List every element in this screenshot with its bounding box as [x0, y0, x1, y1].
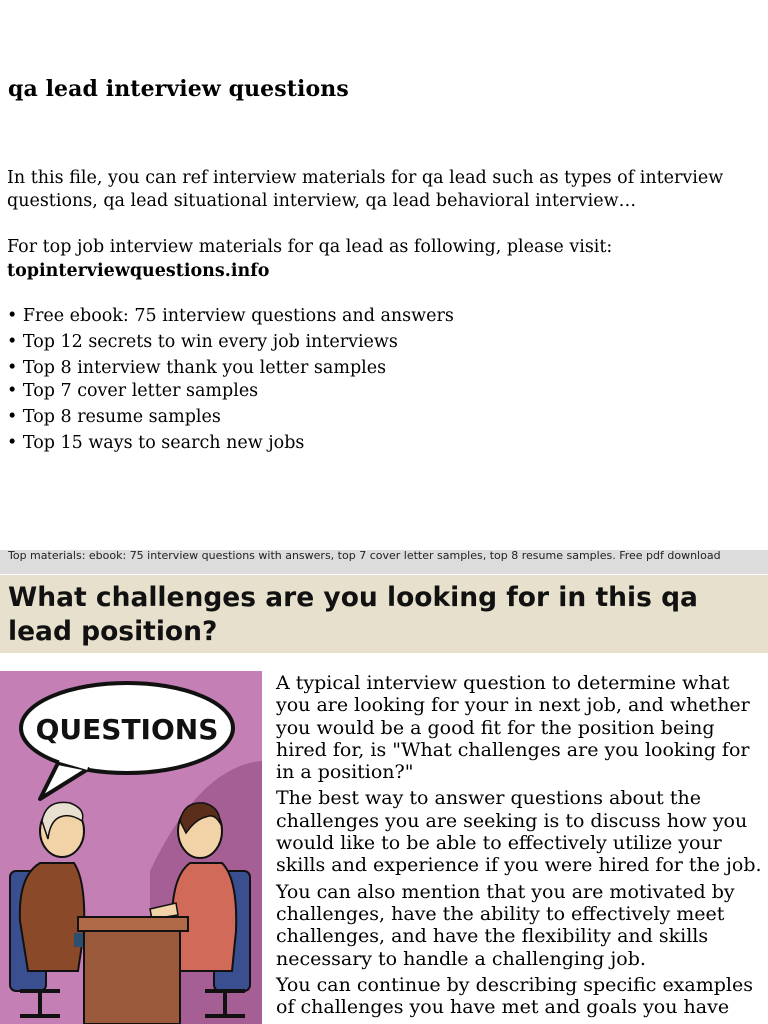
list-item: • Top 8 resume samples	[7, 407, 221, 427]
visit-text: For top job interview materials for qa lead as following, please visit:	[7, 237, 613, 257]
list-item: • Top 7 cover letter samples	[7, 381, 259, 401]
interview-cartoon-image	[0, 671, 262, 1024]
list-item: • Top 15 ways to search new jobs	[7, 433, 305, 453]
answer-paragraph: You can also mention that you are motivated by challenges, have the ability to effectively meet challenges, and have the flexibility and skills necessary to handle a challenging job.	[276, 880, 735, 970]
question-heading: What challenges are you looking for in this qa lead position?	[0, 575, 768, 653]
questions-illustration	[0, 671, 262, 1024]
materials-list	[7, 305, 454, 458]
bubble-label: QUESTIONS	[35, 713, 219, 746]
answer-paragraph: You can continue by describing specific examples of challenges you have met and goals you have	[276, 973, 753, 1019]
answer-paragraph: The best way to answer questions about the challenges you are seeking is to discuss how you would like to be able to effectively utilize your skills and experience if you were hired for the job.	[276, 787, 762, 877]
answer-paragraph: A typical interview question to determine what you are looking for your in next job, and whether you would be a good fit for the position being hired for, is "What challenges are you looking for in a position?"	[276, 672, 750, 784]
answer-text	[276, 672, 764, 1022]
page-title: qa lead interview questions	[8, 76, 349, 102]
site-link[interactable]: topinterviewquestions.info	[7, 261, 270, 281]
visit-paragraph	[7, 235, 759, 283]
intro-paragraph: In this file, you can ref interview materials for qa lead such as types of interview questions, qa lead situational interview, qa lead behavioral interview…	[7, 168, 724, 211]
list-item: • Free ebook: 75 interview questions and answers	[7, 306, 454, 326]
list-item: • Top 12 secrets to win every job interviews	[7, 332, 398, 352]
list-item: • Top 8 interview thank you letter samples	[7, 358, 387, 378]
top-materials-bar: Top materials: ebook: 75 interview questions with answers, top 7 cover letter samples, top 8 resume samples. Free pdf download	[0, 550, 768, 574]
